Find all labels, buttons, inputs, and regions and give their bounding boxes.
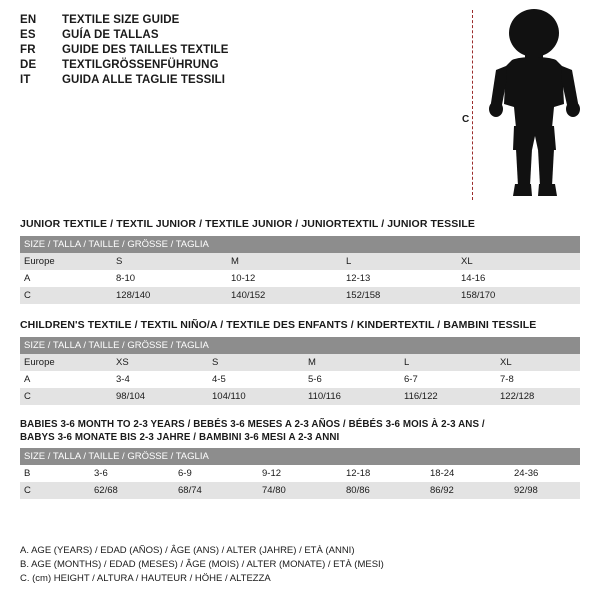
language-row-de <box>20 59 440 71</box>
language-code: IT <box>20 74 31 86</box>
table-header-label: SIZE / TALLA / TAILLE / GRÖSSE / TAGLIA <box>20 337 580 354</box>
height-measure-line <box>472 10 473 200</box>
cell-value: 5-6 <box>306 371 402 388</box>
legend-line-c: C. (cm) HEIGHT / ALTURA / HAUTEUR / HÖHE / ALTEZZA <box>20 573 271 584</box>
cell-value: 10-12 <box>229 270 344 287</box>
cell-value: 140/152 <box>229 287 344 304</box>
cell-value: 122/128 <box>498 388 580 405</box>
column-header-xs: XS <box>114 354 210 371</box>
column-header-europe: Europe <box>20 253 114 270</box>
cell-value: 7-8 <box>498 371 580 388</box>
row-label-c: C <box>20 482 92 499</box>
cell-value: 12-18 <box>344 465 428 482</box>
cell-value: 92/98 <box>512 482 580 499</box>
column-header-europe: Europe <box>20 354 114 371</box>
column-header-m: M <box>229 253 344 270</box>
cell-value: 128/140 <box>114 287 229 304</box>
language-row-es <box>20 29 440 41</box>
legend-line-b: B. AGE (MONTHS) / EDAD (MESES) / ÂGE (MOIS) / ALTER (MONATE) / ETÀ (MESI) <box>20 559 384 570</box>
row-label-b: B <box>20 465 92 482</box>
table-row <box>20 354 580 371</box>
table-row <box>20 388 580 405</box>
language-code: FR <box>20 44 36 56</box>
table-row <box>20 270 580 287</box>
column-header-m: M <box>306 354 402 371</box>
row-label-c: C <box>20 388 114 405</box>
language-title: TEXTILGRÖSSENFÜHRUNG <box>62 59 219 71</box>
measurement-figure <box>450 8 590 203</box>
column-header-l: L <box>344 253 459 270</box>
cell-value: 4-5 <box>210 371 306 388</box>
cell-value: 68/74 <box>176 482 260 499</box>
cell-value: 116/122 <box>402 388 498 405</box>
row-label-c: C <box>20 287 114 304</box>
column-header-l: L <box>402 354 498 371</box>
toddler-silhouette-icon <box>482 8 587 200</box>
language-title: GUÍA DE TALLAS <box>62 29 159 41</box>
cell-value: 9-12 <box>260 465 344 482</box>
legend-block <box>20 544 384 586</box>
cell-value: 24-36 <box>512 465 580 482</box>
cell-value: 12-13 <box>344 270 459 287</box>
table-row <box>20 253 580 270</box>
cell-value: 158/170 <box>459 287 580 304</box>
cell-value: 152/158 <box>344 287 459 304</box>
row-label-a: A <box>20 270 114 287</box>
cell-value: 14-16 <box>459 270 580 287</box>
table-header-row <box>20 337 580 354</box>
language-code: ES <box>20 29 36 41</box>
cell-value: 62/68 <box>92 482 176 499</box>
table-junior <box>20 236 580 304</box>
table-header-row <box>20 236 580 253</box>
language-code: DE <box>20 59 37 71</box>
table-children <box>20 337 580 405</box>
table-header-label: SIZE / TALLA / TAILLE / GRÖSSE / TAGLIA <box>20 448 580 465</box>
cell-value: 18-24 <box>428 465 512 482</box>
measure-label-c: C <box>462 114 470 125</box>
language-title: GUIDA ALLE TAGLIE TESSILI <box>62 74 226 86</box>
language-row-en <box>20 14 440 26</box>
cell-value: 98/104 <box>114 388 210 405</box>
table-row <box>20 287 580 304</box>
table-header-row <box>20 448 580 465</box>
language-row-fr <box>20 44 440 56</box>
legend-line-a: A. AGE (YEARS) / EDAD (AÑOS) / ÂGE (ANS) / ALTER (JAHRE) / ETÀ (ANNI) <box>20 545 355 556</box>
section-title-babies-line2: BABYS 3-6 MONATE BIS 2-3 JAHRE / BAMBINI 3-6 MESI A 2-3 ANNI <box>20 432 340 443</box>
column-header-xl: XL <box>498 354 580 371</box>
table-row <box>20 482 580 499</box>
cell-value: 6-7 <box>402 371 498 388</box>
column-header-s: S <box>210 354 306 371</box>
language-title: GUIDE DES TAILLES TEXTILE <box>62 44 229 56</box>
language-title: TEXTILE SIZE GUIDE <box>62 14 180 26</box>
section-title-junior: JUNIOR TEXTILE / TEXTIL JUNIOR / TEXTILE JUNIOR / JUNIORTEXTIL / JUNIOR TESSILE <box>20 218 475 230</box>
language-code: EN <box>20 14 37 26</box>
column-header-xl: XL <box>459 253 580 270</box>
row-label-a: A <box>20 371 114 388</box>
cell-value: 80/86 <box>344 482 428 499</box>
table-babies <box>20 448 580 499</box>
cell-value: 104/110 <box>210 388 306 405</box>
table-row <box>20 465 580 482</box>
section-title-children: CHILDREN'S TEXTILE / TEXTIL NIÑO/A / TEXTILE DES ENFANTS / KINDERTEXTIL / BAMBINI TESSILE <box>20 319 537 331</box>
cell-value: 6-9 <box>176 465 260 482</box>
table-row <box>20 371 580 388</box>
table-header-label: SIZE / TALLA / TAILLE / GRÖSSE / TAGLIA <box>20 236 580 253</box>
cell-value: 3-6 <box>92 465 176 482</box>
column-header-s: S <box>114 253 229 270</box>
cell-value: 8-10 <box>114 270 229 287</box>
language-row-it <box>20 74 440 86</box>
language-title-block <box>20 14 440 89</box>
section-title-babies-line1: BABIES 3-6 MONTH TO 2-3 YEARS / BEBÉS 3-6 MESES A 2-3 AÑOS / BÉBÉS 3-6 MOIS À 2-3 ANS / <box>20 419 485 430</box>
cell-value: 74/80 <box>260 482 344 499</box>
cell-value: 3-4 <box>114 371 210 388</box>
cell-value: 110/116 <box>306 388 402 405</box>
cell-value: 86/92 <box>428 482 512 499</box>
